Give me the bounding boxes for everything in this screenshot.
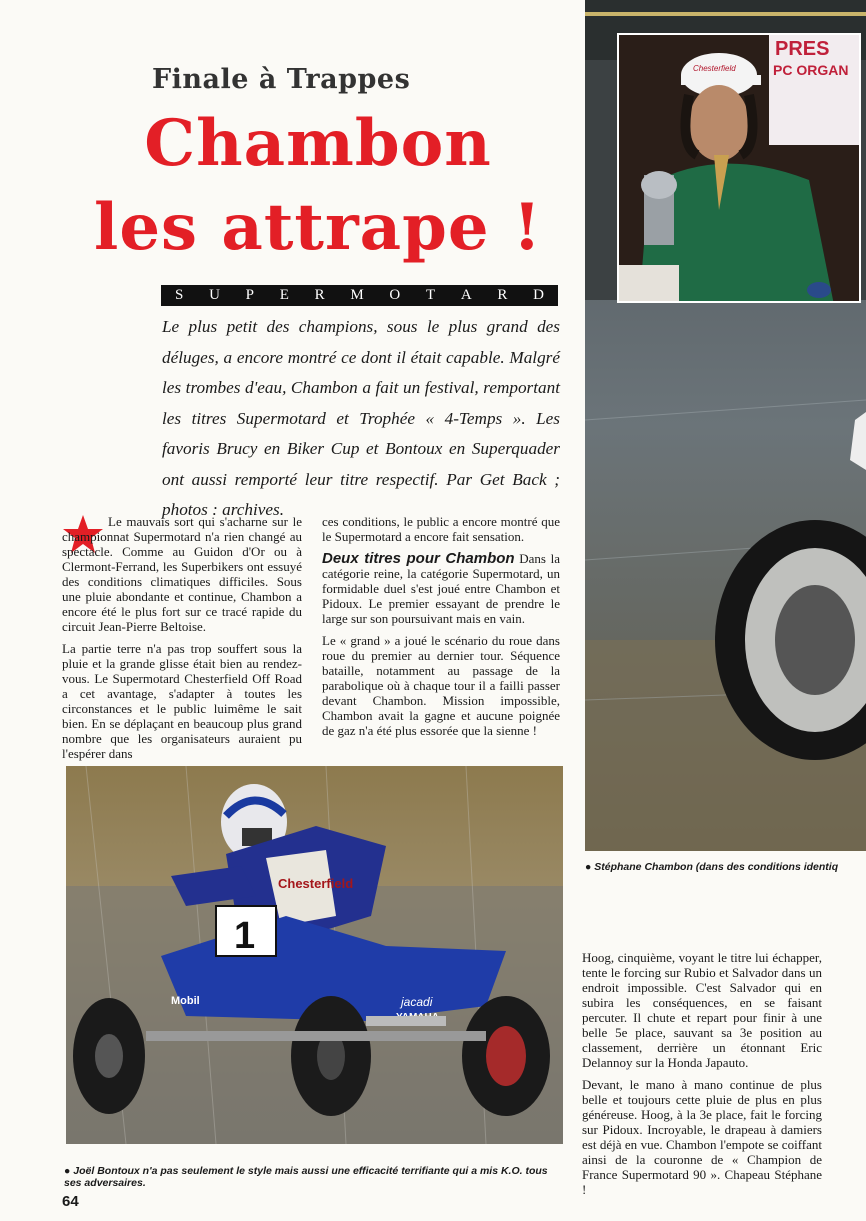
chesterfield-logo: Chesterfield	[278, 876, 354, 891]
cap-logo: Chesterfield	[693, 64, 736, 73]
rubric-letter: E	[279, 287, 289, 303]
article-headline	[58, 102, 578, 270]
col3-paragraph-2: Devant, le mano à mano continue de plus belle et toujours cette pluie de plus en plus généreuse. Hoog, à la 3e place, fait le forcing sur Pidoux. Incroyable, le drapeau à damiers est déjà en vue. Chambon l'empote se coiffant ainsi de la couronne de « Champion de France Supermotard 90 ». Chapeau Stéphane !	[582, 1077, 822, 1197]
right-caption	[585, 861, 866, 873]
article-intro: Le plus petit des champions, sous le plus grand des déluges, a encore montré ce dont il était capable. Malgré les trombes d'eau, Chambon a fait un festival, remportant les titres Supermotard et Trophée « 4-Temps ». Les favoris Brucy en Biker Cup et Bontoux en Superquader ont aussi remporté leur titre respectif. Par Get Back ; photos : archives.	[162, 317, 560, 519]
quad-photo	[66, 766, 563, 1144]
col2-paragraph-2	[322, 551, 560, 626]
col2-text-2: Dans la catégorie reine, la catégorie Supermotard, un formidable duel s'est joué entre Chambon et Pidoux. Le premier essayant de prendre le large sur son poursuivant mais en vain.	[322, 551, 560, 626]
rubric-letter: P	[245, 287, 254, 303]
quad-caption-text: Joël Bontoux n'a pas seulement le style mais aussi une efficacité terrifiante qui a mis K.O. tous ses adversaires.	[64, 1165, 548, 1189]
chambon-portrait-photo	[617, 33, 861, 303]
article-kicker: Finale à Trappes	[152, 64, 411, 95]
bullet-icon: ●	[585, 861, 595, 873]
rubric-letter: O	[389, 287, 401, 303]
rubric-letter: R	[497, 287, 508, 303]
headline-line-2: les attrape !	[94, 190, 542, 265]
rubric-letter: R	[314, 287, 325, 303]
column-1	[62, 514, 302, 768]
quad-caption	[64, 1165, 564, 1189]
quad-photo-illustration	[66, 766, 563, 1144]
column-3	[582, 950, 822, 1204]
col1-text-1: Le mauvais sort qui s'acharne sur le championnat Supermotard n'a rien changé au spectacle. Comme au Guidon d'Or ou à Clermont-Ferrand, les Superbikers ont essuyé des conditions climatiques difficiles. Sous une pluie abondante et continue, Chambon a encore été le plus fort sur ce tracé rapide du circuit Jean-Pierre Beltoise.	[62, 514, 302, 634]
col1-paragraph-2: La partie terre n'a pas trop souffert sous la pluie et la grande glisse était bien au rendez-vous. Le Supermotard Chesterfield Off Road a cet avantage, s'adapter à toutes les circonstances et le public luimême le sait bien. En se déplaçant en beaucoup plus grand nombre que les organisateurs auraient pu l'espérer dans	[62, 641, 302, 761]
banner-text: PRES	[775, 38, 830, 60]
section-rubric	[161, 285, 558, 306]
rubric-letter: S	[175, 287, 184, 303]
headline-line-1: Chambon	[144, 106, 492, 181]
chambon-portrait-illustration	[619, 35, 861, 303]
rubric-letter: D	[533, 287, 544, 303]
jacadi-sticker: jacadi	[401, 995, 433, 1009]
rubric-letter: M	[350, 287, 364, 303]
page-number: 64	[62, 1193, 79, 1210]
bullet-icon: ●	[64, 1165, 74, 1177]
column-2	[322, 514, 560, 745]
banner-text-2: PC ORGAN	[773, 62, 849, 78]
col2-paragraph-3: Le « grand » a joué le scénario du roue dans roue du premier au dernier tour. Séquence bataille, notamment au passage de la parabolique où à chaque tour il a failli passer devant Chambon. Mission impossible, Chambon avait la gagne et aucune poignée de gaz n'a été plus essorée que la sienne !	[322, 633, 560, 738]
col2-paragraph-1: ces conditions, le public a encore montré que le Supermotard a encore fait sensation.	[322, 514, 560, 544]
col3-paragraph-1: Hoog, cinquième, voyant le titre lui échapper, tente le forcing sur Rubio et Salvador dans un endroit impossible. C'est Salvador qui en subira les conséquences, en se faisant percuter. Il chute et repart pour finir à une belle 5e place, sauvant sa 3e position au classement, derrière un étonnant Eric Delannoy sur la Honda Japauto.	[582, 950, 822, 1070]
right-caption-text: Stéphane Chambon (dans des conditions identiq	[594, 861, 839, 873]
rubric-letter: U	[209, 287, 220, 303]
mobil-sticker: Mobil	[171, 995, 200, 1007]
col1-paragraph-1	[62, 514, 302, 634]
rubric-letter: A	[460, 287, 472, 303]
rubric-letter: T	[425, 287, 436, 303]
plate-number: 1	[234, 915, 256, 957]
col2-subhead: Deux titres pour Chambon	[322, 550, 515, 567]
